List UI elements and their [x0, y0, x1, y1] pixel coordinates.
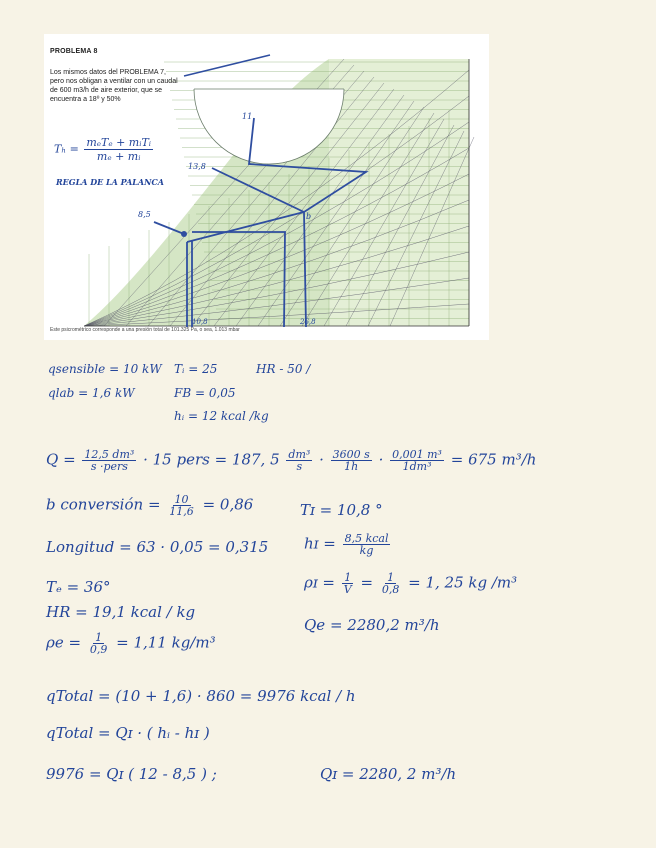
formula-caption: REGLA DE LA PALANCA [56, 177, 164, 187]
q-fraction-4-num: 0,001 m³ [392, 448, 442, 461]
q-fraction-2-den: s [296, 460, 303, 473]
bconversion-equation [46, 494, 253, 517]
rho-i-f1-num: 1 [344, 571, 352, 584]
mark-b: b [306, 212, 312, 221]
rho-e-fraction [88, 632, 110, 655]
psychrometric-chart [44, 34, 489, 340]
mark-11: 11 [242, 112, 253, 121]
rho-e-equation [46, 632, 216, 655]
chart-footnote: Este psicrométrico corresponde a una presión total de 101.325 Pa, o sea, 1.013 mbar [50, 327, 240, 333]
rho-i-result: = 1, 25 kg /m³ [408, 573, 518, 592]
rho-i-equation: ρɪ = $\frac{1}{V}$ = $\frac{1}{0,8}$ = 1, 25 kg /m³ [304, 571, 518, 596]
formula-fraction [84, 136, 153, 163]
qe-note: Qe = 2280,2 m³/h [304, 616, 440, 634]
qtotal-formula-note: qTotal = Qɪ · ( hᵢ - hɪ ) [46, 724, 210, 742]
final-equation: 9976 = Qɪ ( 12 - 8,5 ) ; [46, 765, 217, 783]
qtotal-note: qTotal = (10 + 1,6) · 860 = 9976 kcal / h [46, 687, 356, 705]
hi-note: hᵢ = 12 kcal /kg [174, 409, 269, 423]
mixing-formula [54, 136, 155, 163]
fb-note: FB = 0,05 [174, 386, 236, 400]
qlatent-note: qlab = 1,6 kW [48, 386, 135, 400]
formula-numerator: mₑTₑ + mᵢTᵢ [86, 136, 152, 149]
q-fraction-2-num: dm³ [288, 448, 311, 461]
problem-title: PROBLEMA 8 [50, 48, 98, 55]
q-fraction-3-den: 1h [344, 460, 359, 473]
te-note: Tₑ = 36° [46, 578, 111, 596]
x-mark-10-8: 10,8 [192, 318, 208, 326]
hi-fraction [343, 533, 391, 556]
q-fraction-3 [331, 449, 372, 472]
final-result: Qɪ = 2280, 2 m³/h [320, 765, 457, 783]
q-mid: · 15 pers = 187, 5 [143, 450, 280, 469]
hi-num: 8,5 kcal [344, 532, 389, 545]
q-result: = 675 m³/h [450, 450, 537, 469]
mark-8-5: 8,5 [138, 210, 151, 219]
hi-den: kg [359, 544, 374, 557]
bc-num: 10 [174, 493, 189, 506]
q-fraction-3-num: 3600 s [332, 448, 370, 461]
ti-mixing-note: Tɪ = 10,8 ° [300, 501, 383, 519]
bc-den: 11,6 [169, 505, 194, 518]
longitud-note: Longitud = 63 · 0,05 = 0,315 [46, 538, 269, 556]
bc-lhs: b conversión = [46, 495, 161, 514]
formula-lhs: Tₕ = [54, 142, 79, 156]
rho-e-result: = 1,11 kg/m³ [116, 633, 216, 652]
hr-interior-note: HR - 50 / [256, 362, 311, 376]
q-fraction-1 [82, 449, 136, 472]
rho-i-f1-den: V [343, 583, 352, 596]
rho-i-f2-den: 0,8 [381, 583, 400, 596]
rho-i-fraction-1 [342, 572, 354, 595]
q-fraction-1-den: s ·pers [90, 460, 128, 473]
ti-note: Tᵢ = 25 [174, 362, 218, 376]
q-fraction-4-den: 1dm³ [402, 460, 432, 473]
hi-lhs: hɪ = [304, 534, 336, 553]
q-fraction-1-num: 12,5 dm³ [84, 448, 135, 461]
q-fraction-4 [390, 449, 444, 472]
bc-result: = 0,86 [202, 495, 254, 514]
rho-e-num: 1 [95, 631, 103, 644]
x-mark-26-8: 26,8 [300, 318, 316, 326]
formula-denominator: mₑ + mᵢ [96, 150, 141, 163]
hi-equation [304, 533, 392, 556]
mark-13-8: 13,8 [188, 162, 206, 171]
qsensible-note: qsensible = 10 kW [48, 362, 162, 376]
rho-e-lhs: ρe = [46, 633, 82, 652]
q-equation: Q = $\frac{\text{12,5 dm³}}{\text{s ·pers}}$ · 15 pers = 187, 5 $\frac{\text{dm³}}{s}$ · $\frac{3600 s}{1h}$ · $\frac{\text{0,001 m³}}{\text{1dm³}}$ = 675 m³/h [46, 448, 537, 473]
rho-i-fraction-2 [380, 572, 402, 595]
rho-i-f2-num: 1 [387, 571, 395, 584]
rho-e-den: 0,9 [89, 643, 108, 656]
problem-statement: Los mismos datos del PROBLEMA 7, pero nos obligan a ventilar con un caudal de 600 m3/h de aire exterior, que se encuentra a 18º y 50% [50, 69, 178, 103]
rho-i-lhs: ρɪ = [304, 573, 335, 592]
bc-fraction [167, 494, 196, 517]
q-fraction-2 [286, 449, 312, 472]
hr-exterior-note: HR = 19,1 kcal / kg [46, 603, 196, 621]
q-lhs: Q = [46, 450, 76, 469]
